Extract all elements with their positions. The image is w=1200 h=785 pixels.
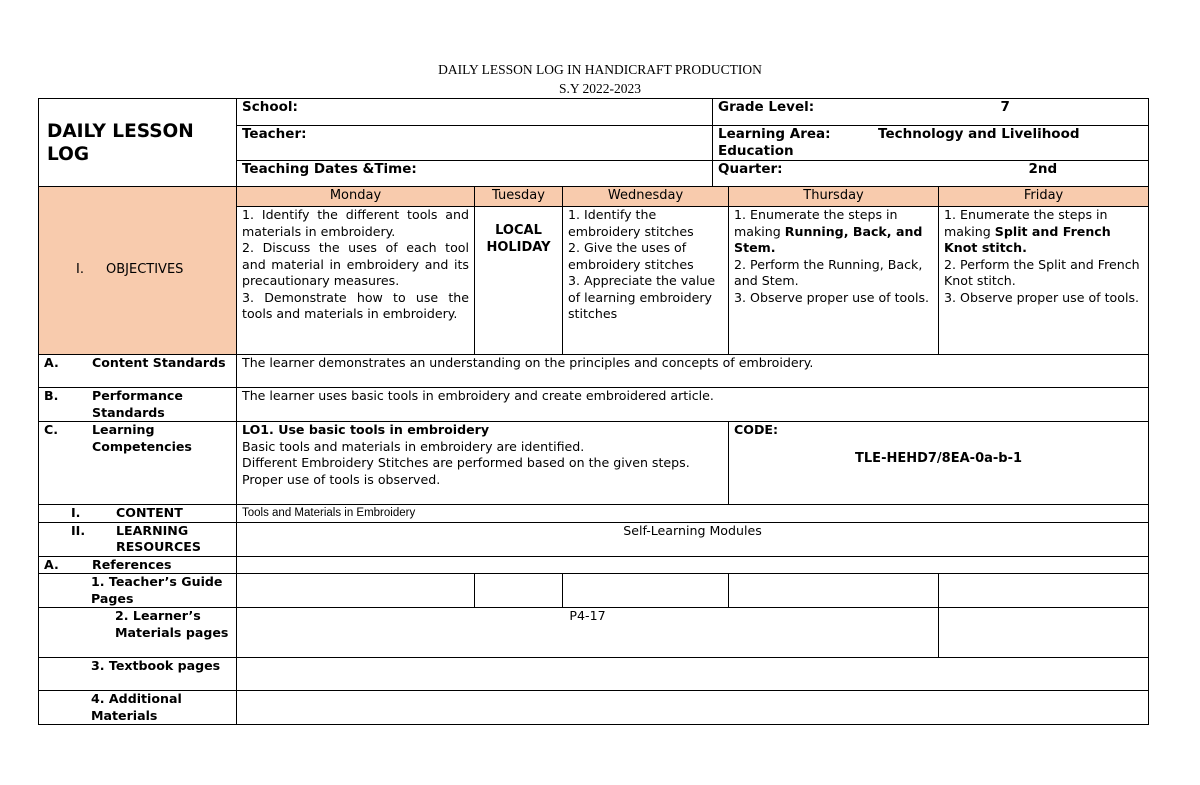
- learning-area-label: Learning Area:: [718, 126, 831, 142]
- objective-item: 1. Enumerate the steps in making Split and French Knot stitch.: [944, 207, 1111, 255]
- objective-item: 3. Observe proper use of tools.: [944, 289, 1140, 305]
- teacher-field[interactable]: [237, 126, 713, 161]
- references-value: [237, 556, 1149, 574]
- competency-item: Proper use of tools is observed.: [242, 471, 441, 487]
- learning-resources-text: Self-Learning Modules: [237, 522, 1149, 556]
- competency-code: [729, 422, 1149, 505]
- objective-item: 1. Identify the different tools and materials in embroidery.: [242, 207, 469, 239]
- content-standards-label: A. Content Standards: [39, 355, 237, 388]
- quarter-field[interactable]: [713, 161, 1149, 187]
- additional-materials-label: 4. Additional Materials: [39, 691, 237, 725]
- teachers-guide-tuesday: [475, 574, 563, 608]
- objective-item: 3. Observe proper use of tools.: [734, 289, 930, 305]
- objectives-tuesday: LOCAL HOLIDAY: [475, 207, 563, 355]
- objective-item: 1. Identify the embroidery stitches: [568, 207, 694, 239]
- teacher-label: Teacher:: [242, 126, 307, 142]
- teachers-guide-monday: [237, 574, 475, 608]
- objective-item: 1. Enumerate the steps in making Running, Back, and Stem.: [734, 207, 923, 255]
- textbook-value: [237, 658, 1149, 691]
- content-text: Tools and Materials in Embroidery: [237, 505, 1149, 523]
- document-title: DAILY LESSON LOG IN HANDICRAFT PRODUCTION: [438, 62, 762, 77]
- competency-item: Basic tools and materials in embroidery are identified.: [242, 438, 585, 454]
- performance-standards-text: The learner uses basic tools in embroidery and create embroidered article.: [237, 388, 1149, 422]
- school-label: School:: [242, 99, 298, 115]
- teachers-guide-thursday: [729, 574, 939, 608]
- quarter-value: 2nd: [1028, 161, 1058, 177]
- school-field[interactable]: [237, 99, 713, 126]
- learning-resources-label: II. LEARNING RESOURCES: [39, 522, 237, 556]
- additional-materials-value: [237, 691, 1149, 725]
- objectives-friday: [939, 207, 1149, 355]
- lo-title: LO1. Use basic tools in embroidery: [242, 422, 490, 437]
- objective-item: 3. Demonstrate how to use the tools and materials in embroidery.: [242, 289, 469, 321]
- day-header-thursday: Thursday: [729, 187, 939, 207]
- learners-materials-pages: P4-17: [237, 608, 939, 658]
- day-header-monday: Monday: [237, 187, 475, 207]
- lesson-log-table: [38, 98, 1149, 725]
- objectives-thursday: [729, 207, 939, 355]
- textbook-label: 3. Textbook pages: [39, 658, 237, 691]
- grade-label: Grade Level:: [718, 99, 815, 115]
- code-label: CODE:: [734, 422, 779, 437]
- performance-standards-label: B. Performance Standards: [39, 388, 237, 422]
- objective-item: 3. Appreciate the value of learning embroidery stitches: [568, 273, 716, 321]
- grade-value: 7: [1000, 99, 1010, 115]
- teaching-dates-label: Teaching Dates &Time:: [242, 161, 417, 177]
- learners-materials-label: 2. Learner’s Materials pages: [39, 608, 237, 658]
- school-year: S.Y 2022-2023: [558, 81, 641, 96]
- quarter-label: Quarter:: [718, 161, 783, 177]
- grade-level-field[interactable]: [713, 99, 1149, 126]
- learners-materials-friday: [939, 608, 1149, 658]
- teachers-guide-friday: [939, 574, 1149, 608]
- references-label: A. References: [39, 556, 237, 574]
- competency-item: Different Embroidery Stitches are performed based on the given steps.: [242, 455, 690, 470]
- day-header-friday: Friday: [939, 187, 1149, 207]
- learning-area-value: Technology and Livelihood Education: [718, 126, 1080, 159]
- objectives-wednesday: [563, 207, 729, 355]
- log-title: DAILY LESSON LOG: [39, 99, 237, 187]
- objective-item: 2. Perform the Split and French Knot stitch.: [944, 256, 1140, 288]
- teaching-dates-field[interactable]: [237, 161, 713, 187]
- teachers-guide-wednesday: [563, 574, 729, 608]
- learning-area-field[interactable]: [713, 126, 1149, 161]
- objectives-monday: [237, 207, 475, 355]
- objective-item: 2. Perform the Running, Back, and Stem.: [734, 256, 923, 288]
- learning-competencies-label: C. Learning Competencies: [39, 422, 237, 505]
- objective-item: 2. Give the uses of embroidery stitches: [568, 240, 694, 272]
- teachers-guide-label: 1. Teacher’s Guide Pages: [39, 574, 237, 608]
- day-header-tuesday: Tuesday: [475, 187, 563, 207]
- day-header-wednesday: Wednesday: [563, 187, 729, 207]
- objectives-label: I. OBJECTIVES: [39, 187, 237, 355]
- code-value: TLE-HEHD7/8EA-0a-b-1: [855, 450, 1023, 466]
- learning-competencies-text: [237, 422, 729, 505]
- content-standards-text: The learner demonstrates an understanding on the principles and concepts of embroidery.: [237, 355, 1149, 388]
- objective-item: 2. Discuss the uses of each tool and material in embroidery and its precautionary measures.: [242, 240, 469, 288]
- content-label: I. CONTENT: [39, 505, 237, 523]
